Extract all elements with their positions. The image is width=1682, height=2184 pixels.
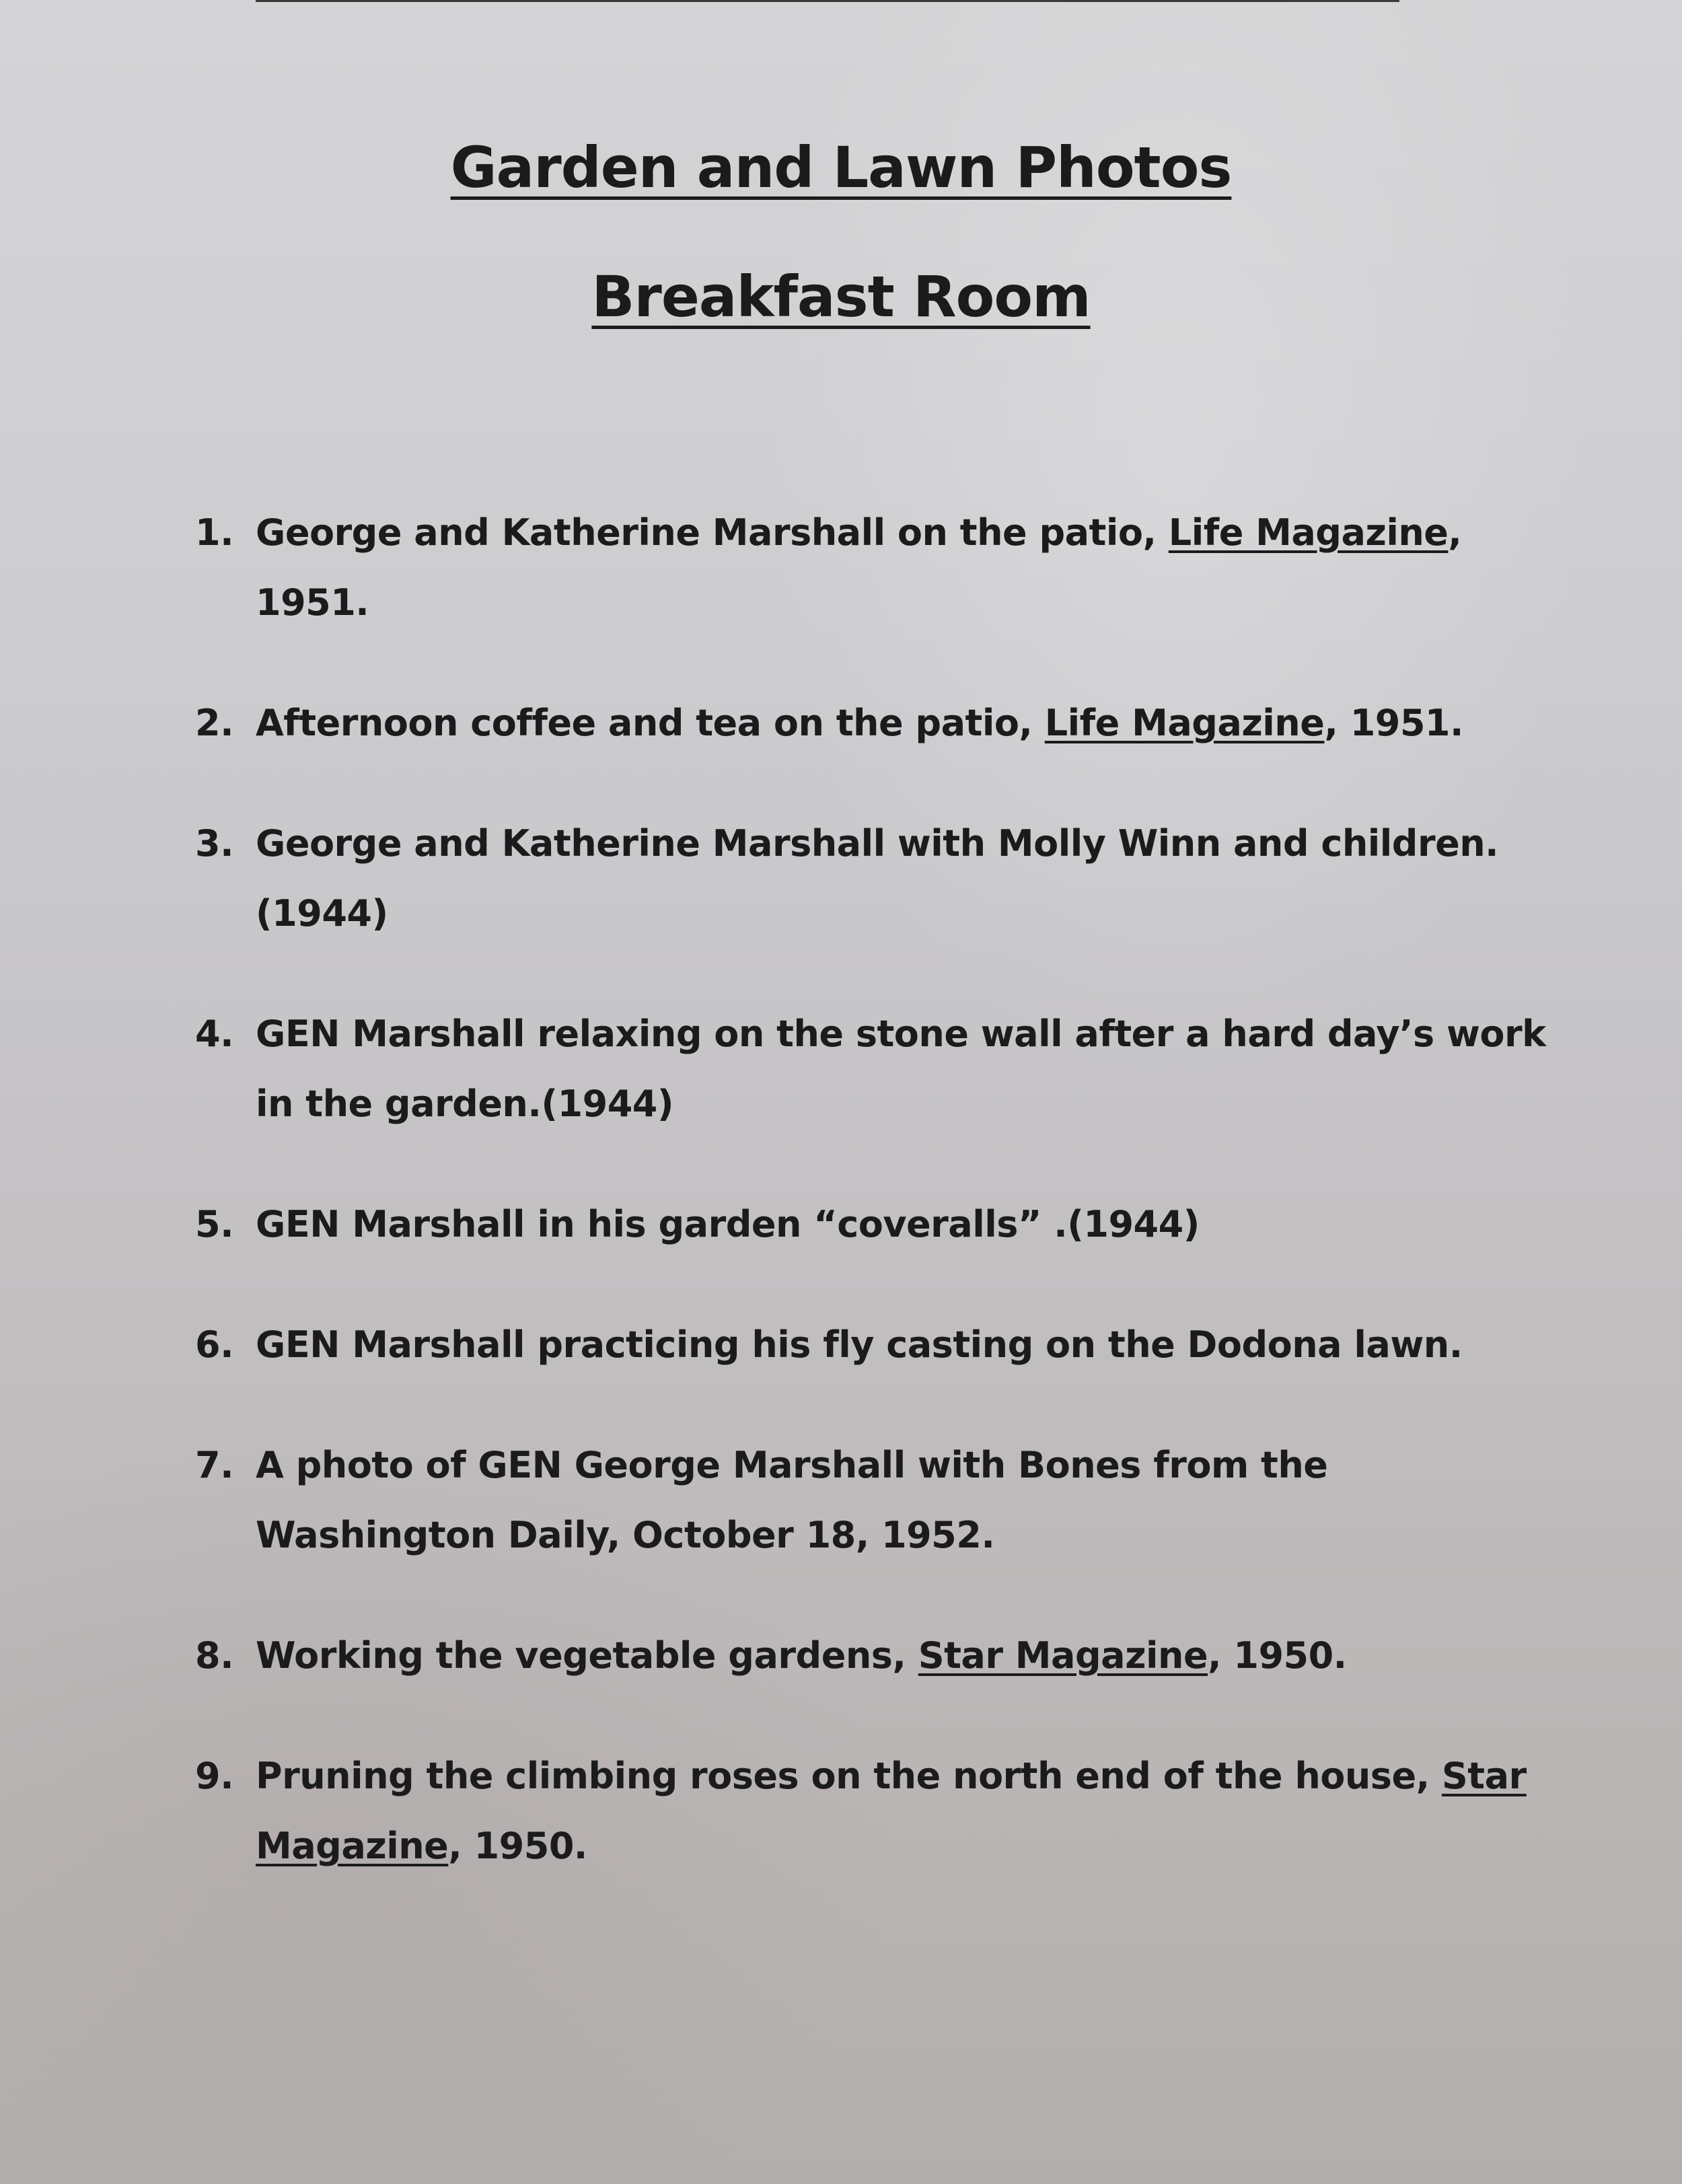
item-text: George and Katherine Marshall with Molly Winn and children. (1944) <box>256 822 1499 935</box>
item-text-before: Afternoon coffee and tea on the patio, <box>256 702 1045 744</box>
item-text-before: Working the vegetable gardens, <box>256 1634 918 1677</box>
list-item-5 <box>195 1190 1554 1260</box>
item-text-after: , 1950. <box>1208 1634 1347 1677</box>
list-item-4 <box>195 999 1554 1139</box>
item-text: GEN Marshall in his garden “coveralls” .(1944) <box>256 1203 1200 1245</box>
item-text: GEN Marshall practicing his fly casting on the Dodona lawn. <box>256 1323 1463 1366</box>
item-text-after: , 1951. <box>256 511 1462 624</box>
item-number: 3. <box>195 822 234 865</box>
document-title-text: Garden and Lawn Photos <box>450 135 1232 201</box>
list-item-9 <box>195 1741 1554 1881</box>
item-text: A photo of GEN George Marshall with Bones from the Washington Daily, October 18, 1952. <box>256 1444 1328 1556</box>
photo-list <box>195 498 1554 1932</box>
list-item-2 <box>195 688 1554 758</box>
paper-top-edge <box>256 0 1399 2</box>
publication-name: Life Magazine <box>1168 511 1449 554</box>
list-item-6 <box>195 1310 1554 1380</box>
item-text <box>256 1621 1554 1691</box>
list-item-7 <box>195 1430 1554 1570</box>
document-subtitle <box>0 264 1682 330</box>
item-text <box>256 1741 1554 1881</box>
item-number: 4. <box>195 1013 234 1055</box>
item-number: 2. <box>195 702 234 744</box>
item-text-after: , 1950. <box>448 1825 587 1867</box>
list-item-1 <box>195 498 1554 638</box>
item-number: 6. <box>195 1323 234 1366</box>
item-text-before: George and Katherine Marshall on the patio, <box>256 511 1169 554</box>
item-text-after: , 1951. <box>1324 702 1463 744</box>
item-text <box>256 498 1554 638</box>
item-number: 8. <box>195 1634 234 1677</box>
document-title <box>0 135 1682 201</box>
item-number: 7. <box>195 1444 234 1486</box>
item-text <box>256 688 1554 758</box>
list-item-8 <box>195 1621 1554 1691</box>
item-number: 1. <box>195 511 234 554</box>
list-item-3 <box>195 809 1554 949</box>
item-text: GEN Marshall relaxing on the stone wall after a hard day’s work in the garden.(1944) <box>256 1013 1546 1125</box>
document-subtitle-text: Breakfast Room <box>591 264 1091 330</box>
publication-name: Life Magazine <box>1044 702 1325 744</box>
item-text-before: Pruning the climbing roses on the north end of the house, <box>256 1755 1442 1797</box>
publication-name: Star Magazine <box>256 1755 1527 1867</box>
item-number: 5. <box>195 1203 234 1245</box>
item-number: 9. <box>195 1755 234 1797</box>
publication-name: Star Magazine <box>918 1634 1208 1677</box>
